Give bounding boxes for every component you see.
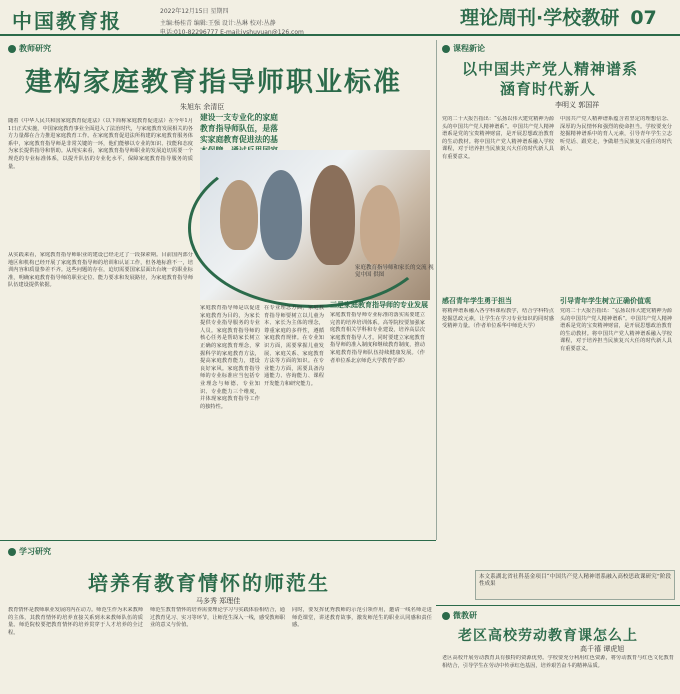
headline-spirit-1: 以中国共产党人精神谱系: [462, 60, 639, 78]
tag-study-research: 学习研究: [8, 545, 51, 558]
tag-micro-research: 微教研: [442, 609, 477, 622]
labor-col-1: 老区高校开展劳动教育具有独特的资源优势。学校要充分利用红色资源，将劳动教育与红色文化教育相结合，引导学生在劳动中传承红色基因，培养艰苦奋斗的精神品质。: [442, 655, 674, 669]
spirit-subhead-1: 感召青年学生勇于担当: [442, 297, 512, 305]
tag-teacher-research: 教师研究: [8, 42, 51, 55]
bullet-icon: [442, 45, 450, 53]
byline-labor: 高千禧 谭虎旭: [580, 645, 625, 653]
love-col-3: 同时，要发挥优秀教师的示范引领作用，邀请一线名师走进师范课堂，讲述教育故事，激发师范生的职业认同感和责任感。: [292, 607, 432, 629]
spirit-subhead-2: 引导青年学生树立正确价值观: [560, 297, 651, 305]
issue-date: 2022年12月15日 星期四: [160, 8, 229, 15]
family-col-4: 在专业理念方面，家庭教育指导师要树立以儿童为本、家长为主体的理念，尊重家庭的多样性，遵循家庭教育规律。在专业知识方面，需要掌握儿童发展、家庭关系、家庭教育方法等方面的知识。在专业能力方面，需要具备沟通能力、咨询能力、课程开发能力和研究能力。: [264, 305, 324, 387]
love-col-2: 师范生教育情怀的培养需要理论学习与实践体验相结合，通过教育见习、实习等环节，让师范生深入一线，感受教师职业的意义与价值。: [150, 607, 285, 629]
decorative-arc: [188, 148, 438, 308]
project-note: 本文系湖北省社科基金项目“中国共产党人精神谱系融入高校思政课研究”阶段性成果: [475, 570, 675, 600]
byline-love: 马多秀 郑理佳: [196, 597, 241, 605]
masthead: [0, 0, 680, 36]
bullet-icon: [442, 612, 450, 620]
spirit-col-1: 党的二十大报告指出：“弘扬以伟大建党精神为源头的中国共产党人精神谱系”。中国共产党人精神谱系是党的宝贵精神财富，是开展思想政治教育的生动教材。将中国共产党人精神谱系融入学校课程，对于培养担当民族复兴大任的时代新人具有重要意义。: [442, 116, 554, 160]
column-divider: [436, 40, 437, 540]
section-divider-right: [436, 605, 680, 606]
page-number: 07: [630, 7, 657, 29]
headline-family-education: 建构家庭教育指导师职业标准: [25, 67, 402, 98]
bullet-icon: [8, 45, 16, 53]
pull-quote: 建设一支专业化的家庭教育指导师队伍，是落实家庭教育促进法的基: [200, 113, 278, 144]
editor-credits: 主编:杨桂青 编辑:王强 设计:丛琳 校对:丛静: [160, 20, 276, 27]
spirit-col-4: 党的二十大报告指出：“弘扬以伟大建党精神为源头的中国共产党人精神谱系”。中国共产党人精神谱系是党的宝贵精神财富，是开展思想政治教育的生动教材。将中国共产党人精神谱系融入学校课程，对于培养担当民族复兴大任的时代新人具有重要意义。: [560, 308, 672, 352]
section-divider: [0, 540, 436, 541]
section-header: [460, 3, 675, 33]
family-subhead: 三是家庭教育指导师的专业发展: [330, 301, 428, 309]
section-title: 理论周刊·学校教研: [460, 7, 620, 29]
family-col-5: 家庭教育指导师专业标准的落实需要建立完善的培养培训体系。高等院校要加强家庭教育相关学科和专业建设，培养高层次家庭教育指导人才。同时要建立家庭教育指导师的准入制度和继续教育制度，推动家庭教育指导师队伍持续健康发展。（作者单位系北京师范大学教育学部）: [330, 312, 425, 364]
family-col-1: 随着《中华人民共和国家庭教育促进法》（以下简称家庭教育促进法）在今年1月1日正式实施，中国家庭教育事业全面进入了法治时代，与家庭教育发展相关的各方力量都在合力推进家庭教育工作。在家庭教育促进法所构建的家庭教育服务体系中，家庭教育指导师是非常关键的一环，他们能够以专业的知识、技能和态度为家长提供指导和帮助。从现实来看，家庭教育指导师职业的发展迫切需要一个规范的专业标准体系，以提升队伍的专业化水平，保障家庭教育指导服务的质量。: [8, 118, 193, 170]
photo-caption: 家庭教育指导师和家长的交流 视觉中国 供图: [355, 265, 434, 278]
love-col-1: 教育情怀是教师职业发展的内在动力。师范生作为未来教师的主体，其教育情怀的培养直接关系到未来教师队伍的质量。师范院校要把教育情怀的培养贯穿于人才培养的全过程。: [8, 607, 143, 636]
family-col-3: 家庭教育指导师是以促进家庭教育为目的，为家长提供专业指导服务的专业人员。家庭教育指导师的核心任务是帮助家长树立正确的家庭教育理念，掌握科学的家庭教育方法，提高家庭教育能力，建设良好家风。家庭教育指导师的专业标准应当包括专业理念与师德、专业知识、专业能力三个维度，并体现家庭教育指导工作的独特性。: [200, 305, 260, 410]
headline-spirit-2: 涵育时代新人: [500, 80, 597, 98]
newspaper-logo: 中国教育报: [12, 9, 122, 33]
tag-curriculum: 课程新论: [442, 42, 485, 55]
byline-family: 朱旭东 余清臣: [180, 103, 225, 111]
contact-info: 电话:010-82296777 E-mail:jyshuyuan@126.com: [160, 29, 304, 36]
spirit-col-3: 将精神谱系融入各学科课程教学，结合学科特点挖掘思政元素，让学生在学习专业知识的同时感受精神力量。（作者单位系华中师范大学）: [442, 308, 554, 330]
headline-labor: 老区高校劳动教育课怎么上: [458, 628, 638, 644]
family-col-2: 从实践来看，家庭教育指导师职业的建设已经走过了一段探索期。目前国内部分地区和机构已经开展了家庭教育指导师的培训和认证工作，但各地标准不一，培训内容和质量参差不齐。这些问题的存在，迫切需要国家层面出台统一的职业标准，明确家庭教育指导师的职业定位、能力要求和发展路径，为家庭教育指导师队伍建设提供依据。: [8, 252, 193, 289]
headline-teacher-love: 培养有教育情怀的师范生: [88, 571, 330, 595]
byline-spirit: 李明义 郭国祥: [555, 101, 600, 109]
bullet-icon: [8, 548, 16, 556]
spirit-col-2: 中国共产党人精神谱系蕴含着坚定的理想信念、深厚的为民情怀和强烈的使命担当。学校要充分挖掘精神谱系中的育人元素，引导青年学生立志听党话、跟党走，争做堪当民族复兴重任的时代新人。: [560, 116, 672, 153]
